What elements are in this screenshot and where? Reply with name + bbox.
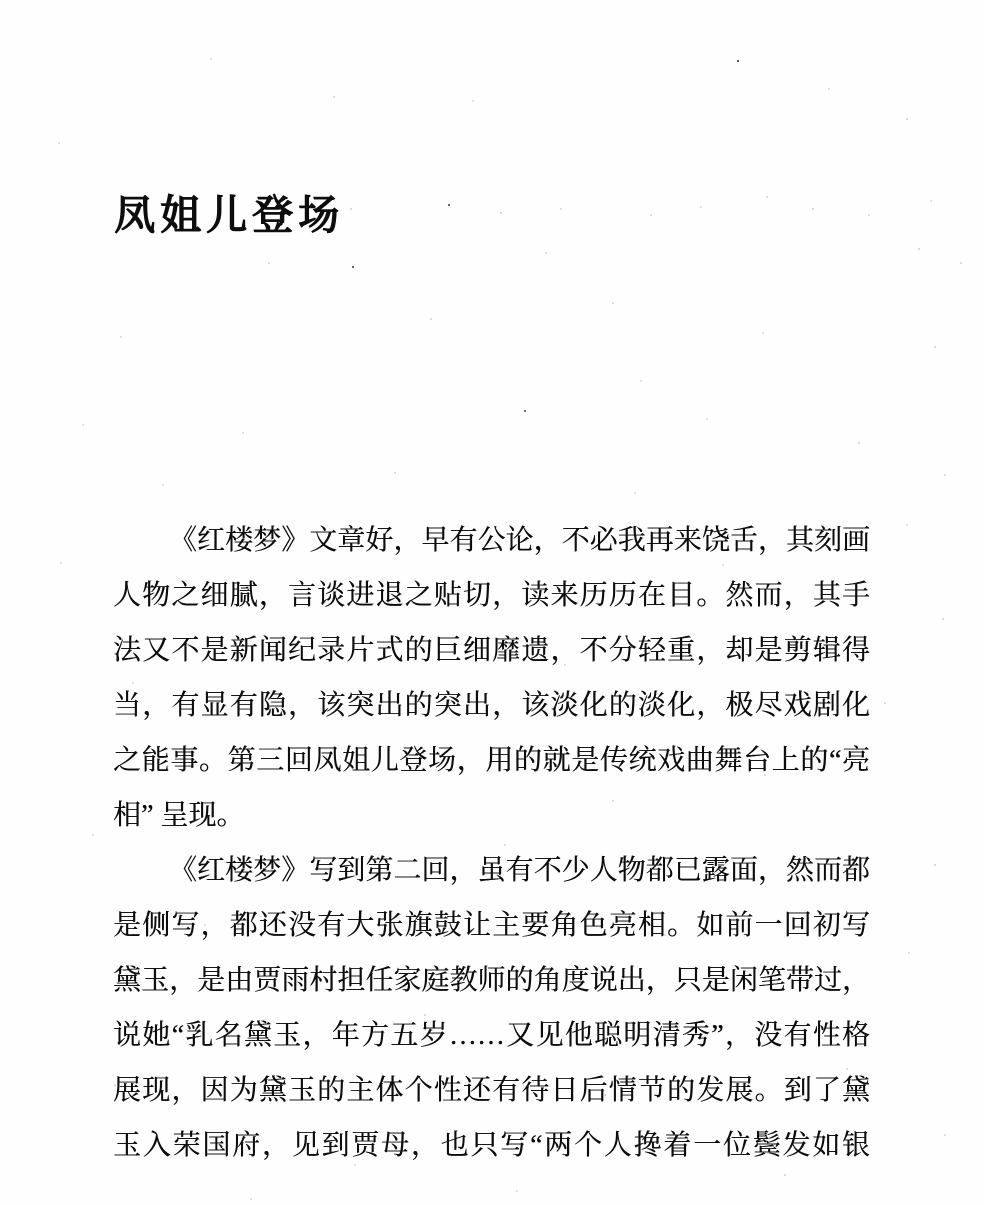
text-line: 《红楼梦》文章好，早有公论，不必我再来饶舌，其刻画 — [169, 525, 870, 556]
chapter-title: 凤姐儿登场 — [114, 192, 344, 238]
text-line: 说她“乳名黛玉，年方五岁……又见他聪明清秀”，没有性格 — [113, 1020, 870, 1051]
text-line: 相” 呈现。 — [113, 800, 245, 831]
text-line: 当，有显有隐，该突出的突出，该淡化的淡化，极尽戏剧化 — [113, 690, 870, 721]
body-text — [113, 513, 870, 1173]
text-line: 玉入荣国府，见到贾母，也只写“两个人搀着一位鬓发如银 — [113, 1130, 870, 1161]
text-line: 《红楼梦》写到第二回，虽有不少人物都已露面，然而都 — [169, 855, 870, 886]
text-line: 人物之细腻，言谈进退之贴切，读来历历在目。然而，其手 — [113, 580, 870, 611]
text-line: 是侧写，都还没有大张旗鼓让主要角色亮相。如前一回初写 — [113, 910, 870, 941]
text-line: 展现，因为黛玉的主体个性还有待日后情节的发展。到了黛 — [113, 1075, 870, 1106]
text-line: 法又不是新闻纪录片式的巨细靡遗，不分轻重，却是剪辑得 — [113, 635, 870, 666]
scan-noise-overlay — [0, 0, 2, 2]
text-line: 黛玉，是由贾雨村担任家庭教师的角度说出，只是闲笔带过， — [113, 965, 870, 996]
text-line: 之能事。第三回凤姐儿登场，用的就是传统戏曲舞台上的“亮 — [113, 745, 870, 776]
